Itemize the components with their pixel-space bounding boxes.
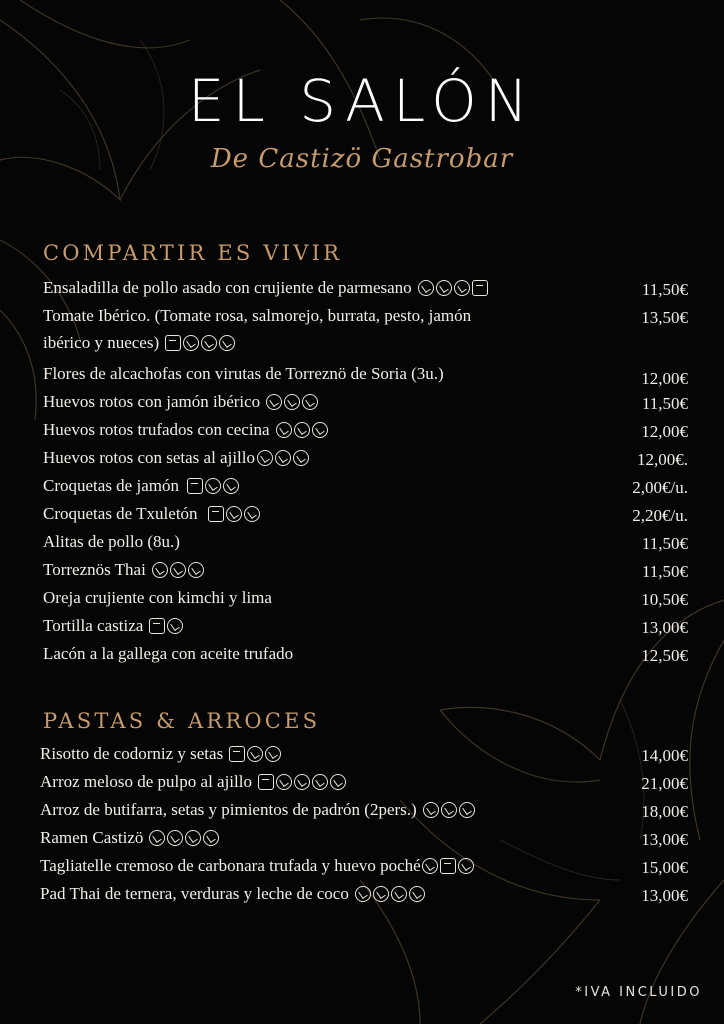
celery-icon: [409, 886, 425, 902]
item-price: 11,50€: [641, 534, 688, 553]
menu-item: [43, 642, 688, 668]
menu-item: [43, 304, 688, 356]
menu-item: [40, 770, 688, 796]
gluten-icon: [436, 280, 452, 296]
item-price: 11,50€: [641, 562, 688, 581]
allergen-icons: [208, 505, 262, 529]
egg-icon: [167, 618, 183, 634]
menu-item: [43, 362, 688, 388]
menu-item: [43, 530, 688, 556]
item-price: 13,50€: [641, 308, 688, 327]
egg-icon: [266, 394, 282, 410]
menu-item: [40, 854, 688, 880]
allergen-icons: [266, 393, 320, 417]
celery-icon: [441, 802, 457, 818]
item-price: 21,00€: [641, 774, 688, 793]
menu-item: [43, 446, 688, 472]
item-price: 10,50€: [641, 590, 688, 609]
item-price: 13,00€: [641, 886, 688, 905]
tax-note: *IVA INCLUIDO: [575, 985, 702, 1000]
menu-item: [40, 742, 688, 768]
section-title-compartir: COMPARTIR ES VIVIR: [43, 241, 343, 265]
menu-item: [40, 826, 688, 852]
allergen-icons: [418, 279, 490, 303]
item-price: 12,00€.: [637, 450, 688, 469]
item-price: 12,00€: [641, 422, 688, 441]
celery-icon: [391, 886, 407, 902]
egg-icon: [257, 450, 273, 466]
celery-icon: [294, 774, 310, 790]
fish-icon: [170, 562, 186, 578]
section-title-pastas: PASTAS & ARROCES: [43, 709, 321, 733]
milk-icon: [208, 506, 224, 522]
item-name: Ramen Castizö: [40, 828, 144, 847]
item-name: Croquetas de Txuletón: [43, 504, 198, 523]
celery-icon: [265, 746, 281, 762]
item-price: 2,20€/u.: [632, 506, 688, 525]
milk-icon: [258, 774, 274, 790]
allergen-icons: [276, 421, 330, 445]
item-name: Lacón a la gallega con aceite trufado: [43, 644, 294, 663]
milk-icon: [187, 478, 203, 494]
celery-icon: [188, 562, 204, 578]
allergen-icons: [423, 801, 477, 825]
menu-item: [43, 390, 688, 416]
milk-icon: [472, 280, 488, 296]
egg-icon: [276, 774, 292, 790]
allergen-icons: [229, 745, 283, 769]
celery-icon: [312, 422, 328, 438]
gluten-icon: [294, 422, 310, 438]
item-name: Flores de alcachofas con virutas de Torreznö de Soria (3u.): [43, 364, 444, 383]
allergen-icons: [258, 773, 348, 797]
item-price: 2,00€/u.: [632, 478, 688, 497]
item-price: 11,50€: [641, 280, 688, 299]
milk-icon: [149, 618, 165, 634]
gluten-icon: [284, 394, 300, 410]
menu-item: [43, 502, 688, 528]
allergen-icons: [187, 477, 241, 501]
fish-icon: [185, 830, 201, 846]
egg-icon: [458, 858, 474, 874]
item-name: Arroz meloso de pulpo al ajillo: [40, 772, 252, 791]
item-name: Arroz de butifarra, setas y pimientos de padrón (2pers.): [40, 800, 417, 819]
egg-icon: [149, 830, 165, 846]
item-name: Tortilla castiza: [43, 616, 144, 635]
egg-icon: [205, 478, 221, 494]
item-name: Huevos rotos trufados con cecina: [43, 420, 270, 439]
celery-icon: [219, 335, 235, 351]
gluten-icon: [422, 858, 438, 874]
item-name: Torreznös Thai: [43, 560, 146, 579]
menu-item: [43, 614, 688, 640]
egg-icon: [459, 802, 475, 818]
item-name: Alitas de pollo (8u.): [43, 532, 180, 551]
item-name: Huevos rotos con setas al ajillo: [43, 448, 255, 467]
item-price: 14,00€: [641, 746, 688, 765]
item-price: 11,50€: [641, 394, 688, 413]
item-price: 13,00€: [641, 830, 688, 849]
egg-icon: [418, 280, 434, 296]
gluten-icon: [275, 450, 291, 466]
milk-icon: [440, 858, 456, 874]
allergen-icons: [152, 561, 206, 585]
celery-icon: [247, 746, 263, 762]
item-price: 13,00€: [641, 618, 688, 637]
celery-icon: [312, 774, 328, 790]
item-price: 12,00€: [641, 369, 688, 388]
gluten-icon: [223, 478, 239, 494]
item-price: 18,00€: [641, 802, 688, 821]
allergen-icons: [355, 885, 427, 909]
menu-item: [43, 558, 688, 584]
egg-icon: [276, 422, 292, 438]
menu-item: [43, 418, 688, 444]
fish-icon: [454, 280, 470, 296]
menu-item: [43, 474, 688, 500]
egg-icon: [226, 506, 242, 522]
gluten-icon: [355, 886, 371, 902]
celery-icon: [203, 830, 219, 846]
celery-icon: [302, 394, 318, 410]
item-price: 15,00€: [641, 858, 688, 877]
allergen-icons: [422, 857, 476, 881]
allergen-icons: [149, 829, 221, 853]
item-name-line2: ibérico y nueces): [43, 333, 160, 352]
fish-icon: [330, 774, 346, 790]
item-price: 12,50€: [641, 646, 688, 665]
allergen-icons: [149, 617, 185, 641]
menu-item: [40, 798, 688, 824]
gluten-icon: [244, 506, 260, 522]
menu-item: [43, 276, 688, 302]
gluten-icon: [423, 802, 439, 818]
item-name: Croquetas de jamón: [43, 476, 179, 495]
menu-item: [40, 882, 688, 908]
item-name: Ensaladilla de pollo asado con crujiente de parmesano: [43, 278, 412, 297]
item-name: Risotto de codorniz y setas: [40, 744, 224, 763]
gluten-icon: [183, 335, 199, 351]
allergen-icons: [165, 334, 237, 358]
gluten-icon: [167, 830, 183, 846]
item-name: Tagliatelle cremoso de carbonara trufada y huevo poché: [40, 856, 421, 875]
item-name: Huevos rotos con jamón ibérico: [43, 392, 261, 411]
restaurant-title: EL SALÓN: [187, 67, 537, 135]
nuts-icon: [201, 335, 217, 351]
celery-icon: [293, 450, 309, 466]
item-name: Tomate Ibérico. (Tomate rosa, salmorejo, burrata, pesto, jamón: [43, 306, 472, 325]
nuts-icon: [373, 886, 389, 902]
gluten-icon: [152, 562, 168, 578]
item-name: Pad Thai de ternera, verduras y leche de coco: [40, 884, 349, 903]
item-name: Oreja crujiente con kimchi y lima: [43, 588, 272, 607]
menu-item: [43, 586, 688, 612]
restaurant-subtitle: De Castizö Gastrobar: [210, 144, 514, 174]
allergen-icons: [257, 449, 311, 473]
milk-icon: [165, 335, 181, 351]
milk-icon: [229, 746, 245, 762]
